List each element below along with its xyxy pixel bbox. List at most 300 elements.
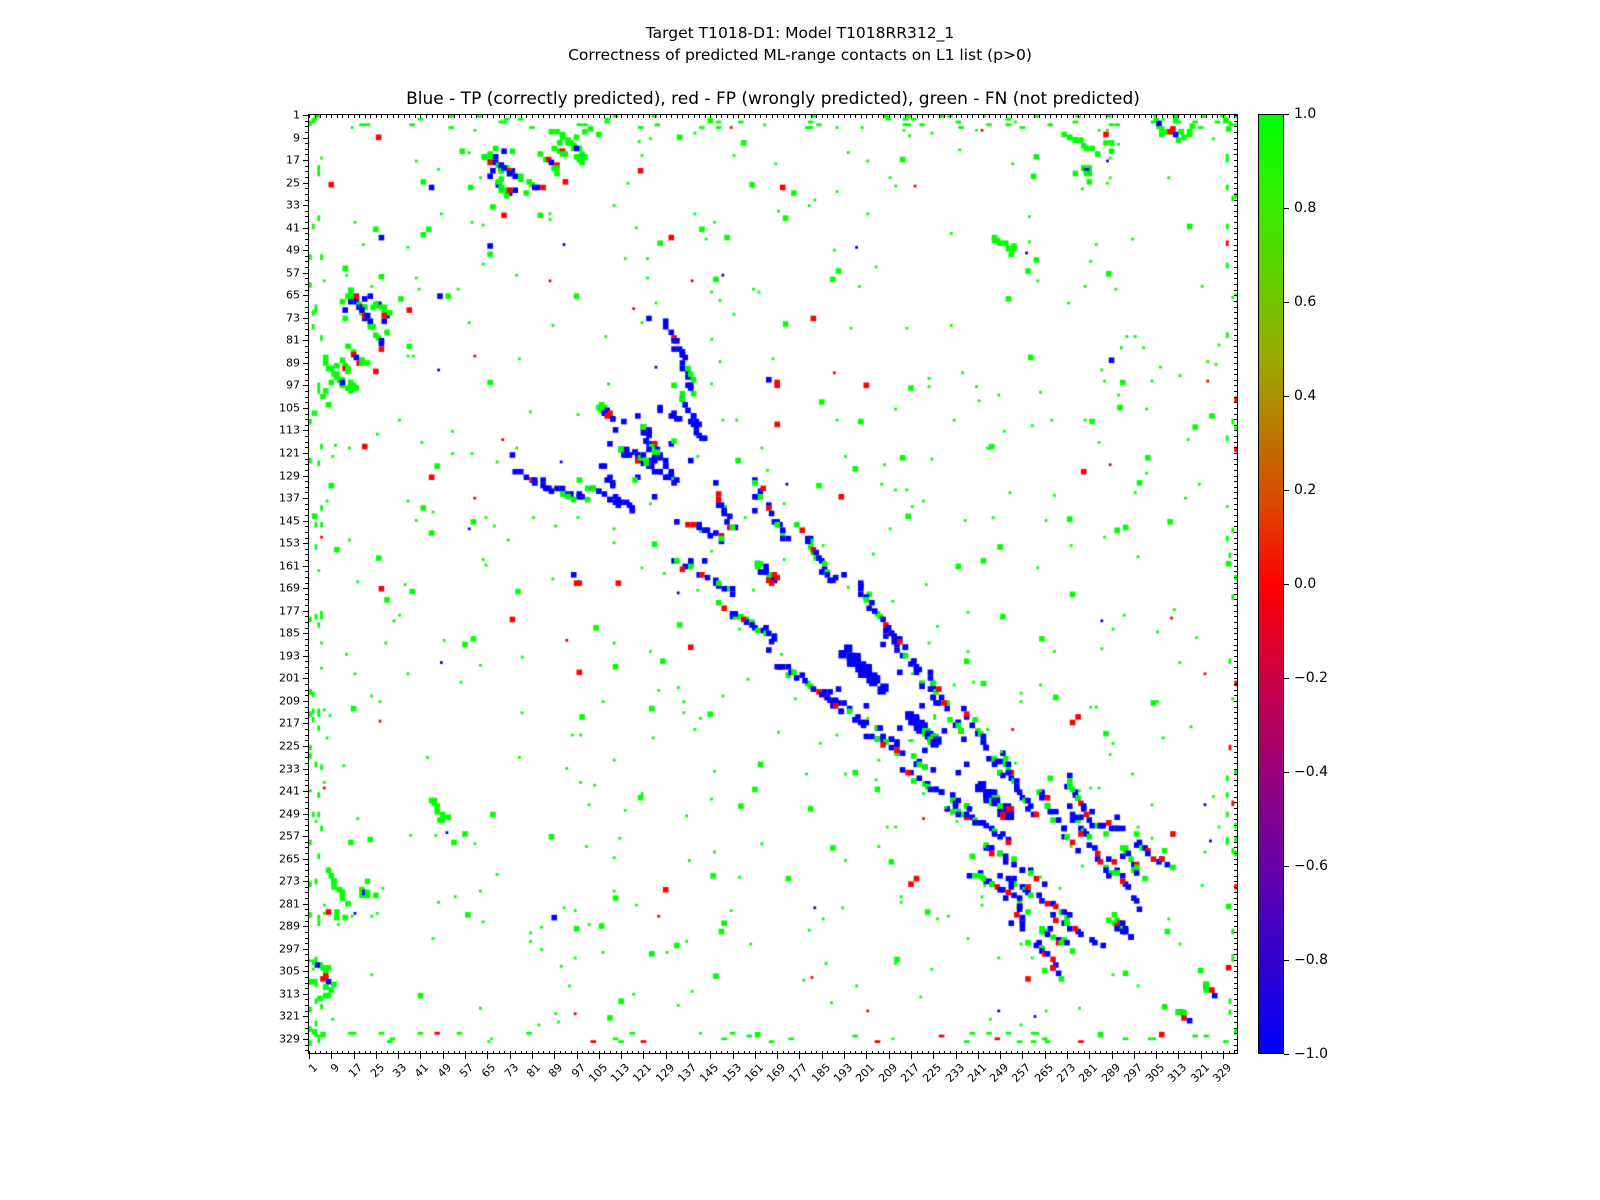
y-minor-tick	[305, 729, 308, 730]
x-minor-tick	[861, 1051, 862, 1054]
y-minor-tick	[305, 239, 308, 240]
y-minor-tick	[305, 1005, 308, 1006]
y-minor-tick	[305, 132, 308, 133]
x-minor-tick	[409, 1051, 410, 1054]
x-minor-tick-top	[1128, 115, 1129, 118]
x-minor-tick	[1011, 1051, 1012, 1054]
x-minor-tick-top	[1173, 115, 1174, 118]
x-minor-tick-top	[883, 115, 884, 118]
y-minor-tick-right	[1234, 633, 1237, 634]
y-minor-tick-right	[1234, 138, 1237, 139]
y-minor-tick	[305, 622, 308, 623]
y-minor-tick-right	[1234, 661, 1237, 662]
y-tick-label: 193	[279, 649, 300, 663]
y-minor-tick-right	[1234, 577, 1237, 578]
y-tick-label: 25	[286, 176, 300, 190]
x-tick-label: 89	[546, 1061, 566, 1081]
y-minor-tick	[305, 329, 308, 330]
x-minor-tick	[671, 1051, 672, 1054]
y-minor-tick	[305, 160, 308, 161]
x-minor-tick-top	[794, 115, 795, 118]
y-minor-tick-right	[1234, 352, 1237, 353]
x-minor-tick	[359, 1051, 360, 1054]
x-minor-tick	[1056, 1051, 1057, 1054]
y-minor-tick	[305, 797, 308, 798]
y-tick-label: 241	[279, 784, 300, 798]
y-minor-tick-right	[1234, 554, 1237, 555]
y-minor-tick	[305, 363, 308, 364]
y-minor-tick-right	[1234, 194, 1237, 195]
x-minor-tick	[660, 1051, 661, 1054]
y-minor-tick-right	[1234, 881, 1237, 882]
y-minor-tick-right	[1234, 323, 1237, 324]
y-minor-tick	[305, 340, 308, 341]
x-minor-tick	[1190, 1051, 1191, 1054]
x-minor-tick-top	[404, 115, 405, 118]
y-minor-tick-right	[1234, 391, 1237, 392]
x-minor-tick-top	[560, 115, 561, 118]
x-minor-tick-top	[900, 115, 901, 118]
x-minor-tick-top	[1045, 115, 1046, 118]
x-minor-tick-top	[878, 115, 879, 118]
x-minor-tick	[950, 1051, 951, 1054]
x-minor-tick	[944, 1051, 945, 1054]
y-minor-tick-right	[1234, 143, 1237, 144]
x-minor-tick	[855, 1051, 856, 1054]
y-minor-tick-right	[1234, 340, 1237, 341]
y-minor-tick-right	[1234, 363, 1237, 364]
x-minor-tick-top	[549, 115, 550, 118]
x-minor-tick	[616, 1051, 617, 1054]
y-minor-tick	[305, 549, 308, 550]
x-minor-tick-top	[448, 115, 449, 118]
y-minor-tick	[305, 808, 308, 809]
y-minor-tick-right	[1234, 515, 1237, 516]
y-minor-tick	[305, 352, 308, 353]
x-minor-tick	[822, 1051, 823, 1054]
y-minor-tick-right	[1234, 1033, 1237, 1034]
y-minor-tick-right	[1234, 132, 1237, 133]
y-minor-tick-right	[1234, 588, 1237, 589]
x-tick-label: 233	[942, 1061, 967, 1086]
y-minor-tick-right	[1234, 830, 1237, 831]
x-minor-tick	[309, 1051, 310, 1054]
x-minor-tick-top	[811, 115, 812, 118]
y-minor-tick-right	[1234, 549, 1237, 550]
x-tick-mark	[443, 1054, 444, 1059]
y-minor-tick	[305, 154, 308, 155]
y-tick-label: 257	[279, 829, 300, 843]
y-minor-tick-right	[1234, 464, 1237, 465]
y-tick-label: 329	[279, 1032, 300, 1046]
y-minor-tick	[305, 290, 308, 291]
colorbar-tick-mark	[1284, 866, 1289, 867]
x-minor-tick	[850, 1051, 851, 1054]
x-minor-tick	[922, 1051, 923, 1054]
y-minor-tick	[305, 859, 308, 860]
y-minor-tick	[305, 532, 308, 533]
x-minor-tick-top	[772, 115, 773, 118]
y-minor-tick	[305, 678, 308, 679]
y-minor-tick	[305, 701, 308, 702]
x-tick-label: 193	[831, 1061, 856, 1086]
y-minor-tick	[305, 1050, 308, 1051]
y-minor-tick-right	[1234, 718, 1237, 719]
y-minor-tick-right	[1234, 284, 1237, 285]
x-minor-tick	[844, 1051, 845, 1054]
x-minor-tick-top	[538, 115, 539, 118]
x-tick-mark	[643, 1054, 644, 1059]
colorbar-tick-label: 0.2	[1294, 482, 1317, 498]
x-minor-tick	[627, 1051, 628, 1054]
y-minor-tick	[305, 425, 308, 426]
x-minor-tick-top	[499, 115, 500, 118]
y-minor-tick-right	[1234, 160, 1237, 161]
x-tick-mark	[911, 1054, 912, 1059]
x-tick-label: 305	[1143, 1061, 1168, 1086]
x-minor-tick	[1095, 1051, 1096, 1054]
x-minor-tick-top	[1234, 115, 1235, 118]
x-tick-label: 33	[390, 1061, 410, 1081]
y-minor-tick	[305, 408, 308, 409]
x-tick-label: 137	[675, 1061, 700, 1086]
y-minor-tick-right	[1234, 611, 1237, 612]
y-minor-tick-right	[1234, 960, 1237, 961]
x-minor-tick-top	[415, 115, 416, 118]
x-tick-label: 121	[630, 1061, 655, 1086]
y-minor-tick-right	[1234, 735, 1237, 736]
x-minor-tick-top	[727, 115, 728, 118]
x-minor-tick	[320, 1051, 321, 1054]
y-minor-tick	[305, 757, 308, 758]
x-minor-tick	[733, 1051, 734, 1054]
y-minor-tick-right	[1234, 898, 1237, 899]
x-minor-tick	[838, 1051, 839, 1054]
y-minor-tick	[305, 785, 308, 786]
x-minor-tick-top	[788, 115, 789, 118]
x-minor-tick-top	[905, 115, 906, 118]
y-minor-tick	[305, 752, 308, 753]
x-tick-mark	[510, 1054, 511, 1059]
x-minor-tick-top	[1034, 115, 1035, 118]
y-minor-tick	[305, 267, 308, 268]
y-minor-tick	[305, 735, 308, 736]
y-minor-tick-right	[1234, 684, 1237, 685]
x-minor-tick	[699, 1051, 700, 1054]
x-tick-mark	[309, 1054, 310, 1059]
x-minor-tick-top	[309, 115, 310, 118]
y-minor-tick-right	[1234, 954, 1237, 955]
y-minor-tick	[305, 1028, 308, 1029]
y-minor-tick-right	[1234, 707, 1237, 708]
y-minor-tick	[305, 915, 308, 916]
y-minor-tick	[305, 774, 308, 775]
x-minor-tick-top	[342, 115, 343, 118]
x-tick-mark	[889, 1054, 890, 1059]
x-minor-tick	[604, 1051, 605, 1054]
y-minor-tick-right	[1234, 369, 1237, 370]
y-minor-tick	[305, 369, 308, 370]
colorbar-tick-mark	[1284, 396, 1289, 397]
y-minor-tick	[305, 943, 308, 944]
x-minor-tick-top	[699, 115, 700, 118]
y-minor-tick	[305, 453, 308, 454]
x-tick-mark	[1022, 1054, 1023, 1059]
x-minor-tick-top	[1073, 115, 1074, 118]
y-minor-tick	[305, 926, 308, 927]
y-minor-tick	[305, 769, 308, 770]
x-minor-tick-top	[967, 115, 968, 118]
x-minor-tick-top	[1022, 115, 1023, 118]
x-minor-tick	[337, 1051, 338, 1054]
y-minor-tick-right	[1234, 785, 1237, 786]
x-minor-tick-top	[995, 115, 996, 118]
x-minor-tick	[744, 1051, 745, 1054]
y-minor-tick	[305, 599, 308, 600]
x-minor-tick	[459, 1051, 460, 1054]
y-minor-tick-right	[1234, 498, 1237, 499]
x-minor-tick-top	[616, 115, 617, 118]
y-minor-tick	[305, 842, 308, 843]
y-tick-label: 33	[286, 198, 300, 212]
y-tick-label: 297	[279, 942, 300, 956]
y-minor-tick-right	[1234, 126, 1237, 127]
y-minor-tick-right	[1234, 307, 1237, 308]
y-minor-tick-right	[1234, 583, 1237, 584]
x-minor-tick-top	[866, 115, 867, 118]
y-minor-tick	[305, 233, 308, 234]
x-minor-tick-top	[1195, 115, 1196, 118]
y-minor-tick-right	[1234, 397, 1237, 398]
x-minor-tick-top	[694, 115, 695, 118]
y-minor-tick	[305, 898, 308, 899]
x-minor-tick-top	[917, 115, 918, 118]
x-minor-tick	[677, 1051, 678, 1054]
y-minor-tick-right	[1234, 723, 1237, 724]
x-minor-tick-top	[1167, 115, 1168, 118]
x-tick-label: 241	[964, 1061, 990, 1086]
x-minor-tick	[766, 1051, 767, 1054]
y-minor-tick	[305, 515, 308, 516]
x-minor-tick-top	[989, 115, 990, 118]
x-minor-tick	[471, 1051, 472, 1054]
x-minor-tick-top	[872, 115, 873, 118]
x-minor-tick-top	[827, 115, 828, 118]
y-minor-tick	[305, 470, 308, 471]
x-minor-tick-top	[1212, 115, 1213, 118]
x-tick-mark	[799, 1054, 800, 1059]
x-minor-tick-top	[1011, 115, 1012, 118]
x-minor-tick	[376, 1051, 377, 1054]
colorbar-tick-mark	[1284, 584, 1289, 585]
x-minor-tick	[1050, 1051, 1051, 1054]
y-minor-tick	[305, 430, 308, 431]
y-minor-tick	[305, 763, 308, 764]
x-minor-tick	[538, 1051, 539, 1054]
x-tick-mark	[866, 1054, 867, 1059]
x-minor-tick	[1134, 1051, 1135, 1054]
y-minor-tick	[305, 397, 308, 398]
x-tick-label: 313	[1165, 1061, 1190, 1086]
y-minor-tick	[305, 876, 308, 877]
colorbar-tick-mark	[1284, 1054, 1289, 1055]
x-minor-tick-top	[822, 115, 823, 118]
y-minor-tick-right	[1234, 408, 1237, 409]
y-minor-tick	[305, 847, 308, 848]
x-minor-tick	[398, 1051, 399, 1054]
y-tick-label: 97	[286, 378, 300, 392]
x-minor-tick	[1223, 1051, 1224, 1054]
y-minor-tick	[305, 402, 308, 403]
y-minor-tick-right	[1234, 149, 1237, 150]
x-minor-tick	[1206, 1051, 1207, 1054]
y-minor-tick	[305, 301, 308, 302]
x-minor-tick-top	[755, 115, 756, 118]
y-minor-tick-right	[1234, 318, 1237, 319]
y-minor-tick	[305, 205, 308, 206]
x-minor-tick	[482, 1051, 483, 1054]
x-minor-tick	[760, 1051, 761, 1054]
y-tick-label: 145	[279, 514, 300, 528]
x-tick-label: 81	[524, 1061, 544, 1081]
x-minor-tick-top	[760, 115, 761, 118]
y-tick-label: 153	[279, 536, 300, 550]
x-tick-mark	[1223, 1054, 1224, 1059]
x-tick-label: 57	[457, 1061, 477, 1081]
x-tick-mark	[956, 1054, 957, 1059]
figure-suptitle	[0, 22, 1600, 66]
x-minor-tick-top	[632, 115, 633, 118]
y-minor-tick	[305, 419, 308, 420]
y-minor-tick-right	[1234, 239, 1237, 240]
colorbar-tick-label: 1.0	[1294, 106, 1317, 122]
x-tick-label: 153	[719, 1061, 744, 1086]
y-tick-label: 65	[286, 288, 300, 302]
x-minor-tick	[510, 1051, 511, 1054]
x-minor-tick	[432, 1051, 433, 1054]
colorbar-tick-mark	[1284, 208, 1289, 209]
y-minor-tick	[305, 143, 308, 144]
x-minor-tick-top	[521, 115, 522, 118]
y-minor-tick	[305, 318, 308, 319]
x-minor-tick	[816, 1051, 817, 1054]
y-minor-tick-right	[1234, 769, 1237, 770]
x-minor-tick-top	[978, 115, 979, 118]
x-minor-tick-top	[922, 115, 923, 118]
y-minor-tick	[305, 526, 308, 527]
x-minor-tick-top	[855, 115, 856, 118]
x-minor-tick-top	[1139, 115, 1140, 118]
x-tick-label: 161	[742, 1061, 767, 1086]
y-minor-tick-right	[1234, 188, 1237, 189]
y-minor-tick	[305, 166, 308, 167]
x-minor-tick	[1173, 1051, 1174, 1054]
y-minor-tick	[305, 459, 308, 460]
x-minor-tick	[983, 1051, 984, 1054]
x-minor-tick	[1039, 1051, 1040, 1054]
y-tick-label: 225	[279, 739, 300, 753]
y-minor-tick-right	[1234, 701, 1237, 702]
colorbar-tick-mark	[1284, 114, 1289, 115]
x-minor-tick	[939, 1051, 940, 1054]
y-minor-tick-right	[1234, 915, 1237, 916]
x-minor-tick	[1128, 1051, 1129, 1054]
y-minor-tick-right	[1234, 228, 1237, 229]
colorbar-tick-label: 0.0	[1294, 576, 1317, 592]
x-tick-label: 105	[585, 1061, 611, 1086]
x-tick-mark	[398, 1054, 399, 1059]
x-minor-tick	[1028, 1051, 1029, 1054]
x-minor-tick	[995, 1051, 996, 1054]
y-minor-tick	[305, 273, 308, 274]
x-tick-label: 17	[345, 1061, 365, 1081]
y-minor-tick-right	[1234, 346, 1237, 347]
x-minor-tick	[989, 1051, 990, 1054]
x-tick-label: 25	[367, 1061, 388, 1081]
y-minor-tick-right	[1234, 357, 1237, 358]
y-minor-tick	[305, 971, 308, 972]
x-minor-tick-top	[805, 115, 806, 118]
x-minor-tick-top	[666, 115, 667, 118]
x-minor-tick	[721, 1051, 722, 1054]
y-minor-tick	[305, 960, 308, 961]
x-minor-tick-top	[766, 115, 767, 118]
x-minor-tick	[1162, 1051, 1163, 1054]
colorbar-tick-label: −1.0	[1294, 1046, 1328, 1062]
colorbar-tick-mark	[1284, 960, 1289, 961]
y-minor-tick	[305, 464, 308, 465]
y-minor-tick	[305, 228, 308, 229]
colorbar-tick-label: −0.6	[1294, 858, 1328, 874]
x-minor-tick	[1151, 1051, 1152, 1054]
x-tick-mark	[599, 1054, 600, 1059]
y-minor-tick	[305, 853, 308, 854]
x-tick-mark	[577, 1054, 578, 1059]
y-minor-tick-right	[1234, 650, 1237, 651]
colorbar-tick-label: 0.6	[1294, 294, 1317, 310]
y-minor-tick	[305, 487, 308, 488]
y-minor-tick-right	[1234, 622, 1237, 623]
y-minor-tick-right	[1234, 690, 1237, 691]
x-minor-tick	[794, 1051, 795, 1054]
y-minor-tick	[305, 791, 308, 792]
y-minor-tick	[305, 802, 308, 803]
y-minor-tick-right	[1234, 216, 1237, 217]
y-minor-tick	[305, 312, 308, 313]
x-minor-tick	[526, 1051, 527, 1054]
colorbar	[1258, 114, 1284, 1054]
y-minor-tick-right	[1234, 166, 1237, 167]
y-tick-label: 121	[279, 446, 300, 460]
x-minor-tick-top	[437, 115, 438, 118]
x-minor-tick-top	[972, 115, 973, 118]
y-minor-tick	[305, 999, 308, 1000]
y-minor-tick	[305, 870, 308, 871]
y-minor-tick-right	[1234, 892, 1237, 893]
x-minor-tick-top	[354, 115, 355, 118]
y-minor-tick-right	[1234, 1022, 1237, 1023]
x-minor-tick	[705, 1051, 706, 1054]
x-minor-tick	[532, 1051, 533, 1054]
x-minor-tick-top	[649, 115, 650, 118]
x-minor-tick-top	[1039, 115, 1040, 118]
x-minor-tick-top	[799, 115, 800, 118]
y-minor-tick-right	[1234, 853, 1237, 854]
y-minor-tick	[305, 504, 308, 505]
x-minor-tick	[811, 1051, 812, 1054]
y-minor-tick	[305, 245, 308, 246]
x-minor-tick-top	[1050, 115, 1051, 118]
